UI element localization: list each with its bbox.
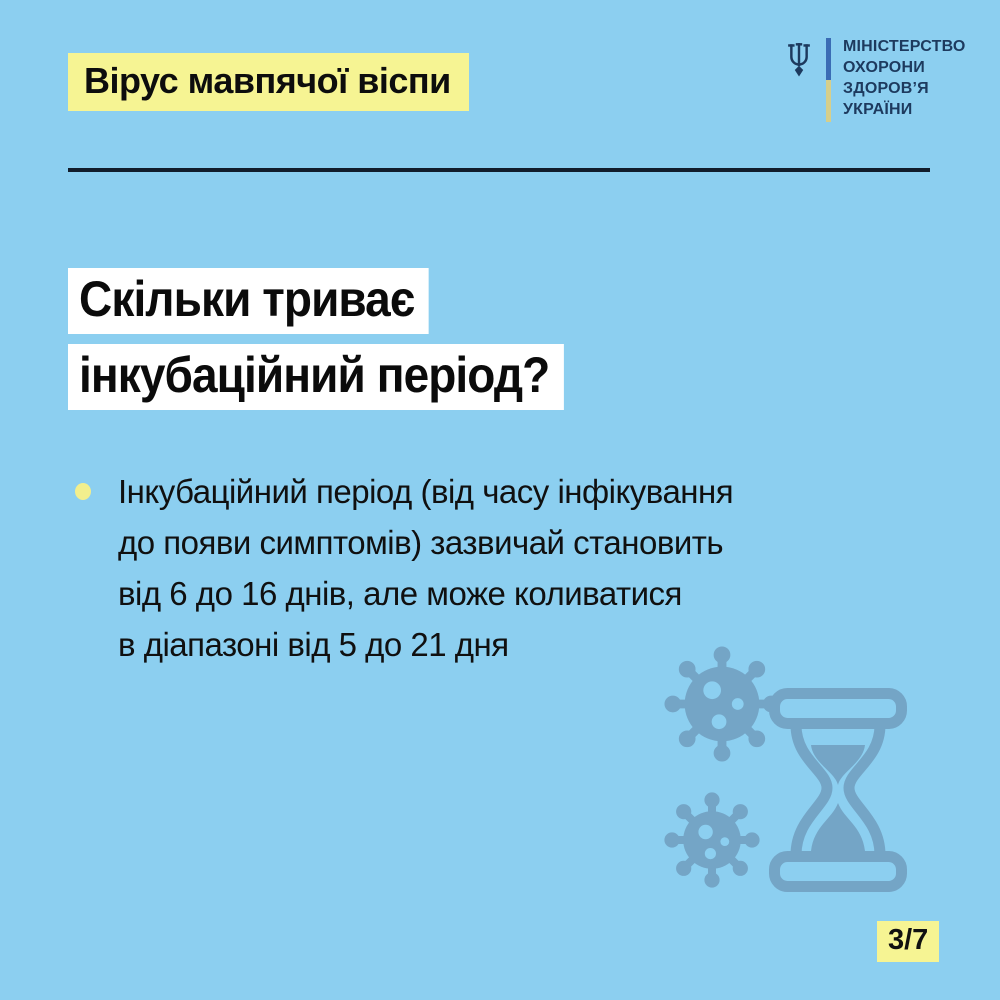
flag-bar-blue xyxy=(826,38,831,80)
body-text-line: від 6 до 16 днів, але може коливатися xyxy=(118,575,682,612)
bullet-dot xyxy=(75,483,91,500)
virus-icon xyxy=(664,792,760,888)
body-bullet-item xyxy=(75,466,733,670)
trident-icon xyxy=(786,37,812,83)
body-text-line: до появи симптомів) зазвичай становить xyxy=(118,524,724,561)
body-text xyxy=(118,466,733,670)
body-text-line: в діапазоні від 5 до 21 дня xyxy=(118,626,509,663)
page-title-line: Скільки триває xyxy=(68,268,429,334)
ministry-name xyxy=(843,36,966,120)
ministry-logo xyxy=(786,34,966,122)
virus-icon xyxy=(663,645,781,763)
ministry-name-line: УКРАЇНИ xyxy=(843,101,913,118)
ministry-name-line: МІНІСТЕРСТВО xyxy=(843,38,966,55)
body-text-line: Інкубаційний період (від часу інфікування xyxy=(118,473,734,510)
ministry-name-line: ЗДОРОВ’Я xyxy=(843,80,929,97)
flag-bar-yellow xyxy=(826,80,831,122)
hourglass-icon xyxy=(768,687,908,893)
page-title xyxy=(68,268,607,420)
page-title-line: інкубаційний період? xyxy=(68,344,564,410)
divider-line xyxy=(68,168,930,172)
ministry-name-line: ОХОРОНИ xyxy=(843,59,925,76)
page-indicator: 3/7 xyxy=(877,921,939,962)
ministry-flag-bar xyxy=(826,38,831,122)
topic-badge: Вірус мавпячої віспи xyxy=(68,53,469,111)
